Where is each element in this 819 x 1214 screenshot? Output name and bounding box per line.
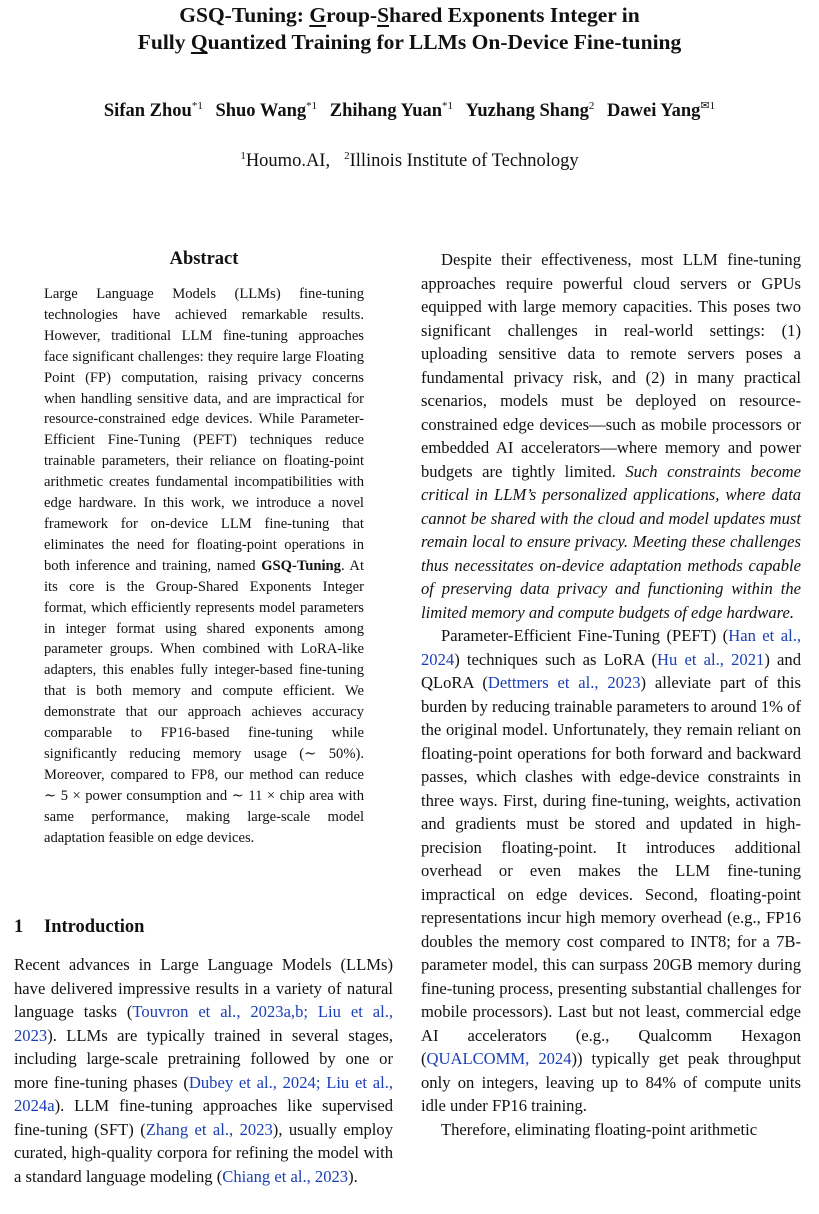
author: Yuzhang Shang$^2$ xyxy=(465,99,595,121)
title-underlined-s: S xyxy=(377,3,390,27)
author: Dawei Yang$^{✉1}$ xyxy=(607,99,716,121)
paragraph-motivation: Despite their effectiveness, most LLM fine-tuning approaches require powerful cloud servers or GPUs equipped with large memory capacities. This poses two significant challenges in real-world settings: (1) uploading sensitive data to remote servers poses a fundamental privacy risk, and (2) in many practical scenarios, models must be deployed on resource-constrained edge devices—such as mobile processors or embedded AI accelerators—where memory and power budgets are tightly limited. Such constraints become critical in LLM’s personalized applications, where data cannot be shared with the cloud and model updates must remain local to ensure privacy. Meeting these challenges thus necessitates on-device adaptation methods capable of preserving data privacy and functioning within the limited memory and compute budgets of edge hardware. xyxy=(421,250,801,622)
title-underlined-q: Q xyxy=(190,30,208,54)
abstract-heading: Abstract xyxy=(169,249,239,269)
title-line-2: Fully Quantized Training for LLMs On-Device Fine-tuning xyxy=(137,30,682,54)
citation-link[interactable]: Zhang et al., 2023 xyxy=(145,1119,273,1139)
right-column xyxy=(421,248,801,1141)
citation-link[interactable]: Touvron et al., 2023a,b; Liu et al., 2023 xyxy=(14,1002,393,1045)
affiliation: Houmo.AI, xyxy=(245,151,331,171)
paper-title xyxy=(0,2,819,56)
citation-link[interactable]: Dubey et al., 2024; Liu et al., 2024a xyxy=(14,1072,393,1115)
author: Shuo Wang$^{*1}$ xyxy=(215,99,318,121)
affiliation: Illinois Institute of Technology xyxy=(349,151,579,171)
title-line-1: GSQ-Tuning: Group-Shared Exponents Integer in xyxy=(179,3,640,27)
citation-link[interactable]: QUALCOMM, 2024 xyxy=(426,1049,572,1068)
citation-link[interactable]: Dettmers et al., 2023 xyxy=(487,673,641,692)
introduction-paragraph: Recent advances in Large Language Models (LLMs) have delivered impressive results in a variety of natural language tasks (Touvron et al., 2023a,b; Liu et al., 2023). LLMs are typically trained in several stages, including large-scale pretraining followed by one or more fine-tuning phases (Dubey et al., 2024; Liu et al., 2024a). LLM fine-tuning approaches like supervised fine-tuning (SFT) (Zhang et al., 2023), usually employ curated, high-quality corpora for refining the model with a standard language modeling (Chiang et al., 2023). xyxy=(14,955,393,1186)
author: Zhihang Yuan$^{*1}$ xyxy=(329,99,454,121)
paragraph-therefore: Therefore, eliminating floating-point arithmetic xyxy=(441,1119,758,1139)
citation-link[interactable]: Hu et al., 2021 xyxy=(657,649,765,669)
method-name: GSQ-Tuning xyxy=(261,557,341,574)
citation-link[interactable]: Chiang et al., 2023 xyxy=(222,1166,349,1186)
paragraph-peft: Parameter-Efficient Fine-Tuning (PEFT) (Han et al., 2024) techniques such as LoRA (Hu et al., 2021) and QLoRA (Dettmers et al., 2023) alleviate part of this burden by reducing trainable parameters to around 1% of the original model. Unfortunately, they remain reliant on floating-point operations for both forward and backward passes, which clashes with edge-device constraints in three ways. First, during fine-tuning, weights, activation and gradients must be stored and updated in high-precision floating-point. It introduces additional overhead or even makes the LLM fine-tuning impractical on edge devices. Second, floating-point representations incur high memory overhead (e.g., FP16 doubles the memory cost compared to INT8; for a 7B-parameter model, this can surpass 20GB memory during fine-tuning process, presenting substantial challenges for mobile processors). Last but not least, commercial edge AI accelerators (e.g., Qualcomm Hexagon (QUALCOMM, 2024)) typically get peak throughput only on integers, leaving up to 84% of compute units idle under FP16 training. xyxy=(421,626,801,1115)
section-heading-introduction: 1 Introduction xyxy=(14,917,145,937)
author: Sifan Zhou$^{*1}$ xyxy=(103,99,203,121)
affiliations: $^1$Houmo.AI, $^2$Illinois Institute of Technology xyxy=(240,149,579,171)
title-underlined-g: G xyxy=(309,3,327,27)
author-list xyxy=(0,98,819,124)
italic-emphasis: Such constraints become critical in LLM’s personalized applications, where data cannot be shared with the cloud and model updates must remain local to ensure privacy. Meeting these challenges thus necessitates on-device adaptation methods capable of preserving data privacy and functioning within the limited memory and compute budgets of edge hardware. xyxy=(421,461,801,622)
abstract-body: Large Language Models (LLMs) fine-tuning technologies have achieved remarkable results. However, traditional LLM fine-tuning approaches face significant challenges: they require large Floating Point (FP) computation, raising privacy concerns when handling sensitive data, and are impractical for resource-constrained edge devices. While Parameter-Efficient Fine-Tuning (PEFT) techniques reduce trainable parameters, their reliance on floating-point arithmetic creates fundamental incompatibilities with edge hardware. In this work, we introduce a novel framework for on-device LLM fine-tuning that eliminates the need for floating-point operations in both inference and training, named GSQ-Tuning. At its core is the Group-Shared Exponents Integer format, which efficiently represents model parameters in integer format using shared exponents among parameter groups. When combined with LoRA-like adapters, this enables fully integer-based fine-tuning that is both memory and compute efficient. We demonstrate that our approach achieves accuracy comparable to FP16-based fine-tuning while significantly reducing memory usage (∼ 50%). Moreover, compared to FP8, our method can reduce ∼ 5 × power consumption and ∼ 11 × chip area with same performance, making large-scale model adaptation feasible on edge devices. xyxy=(44,286,364,846)
citation-link[interactable]: Han et al., 2024 xyxy=(421,626,801,669)
